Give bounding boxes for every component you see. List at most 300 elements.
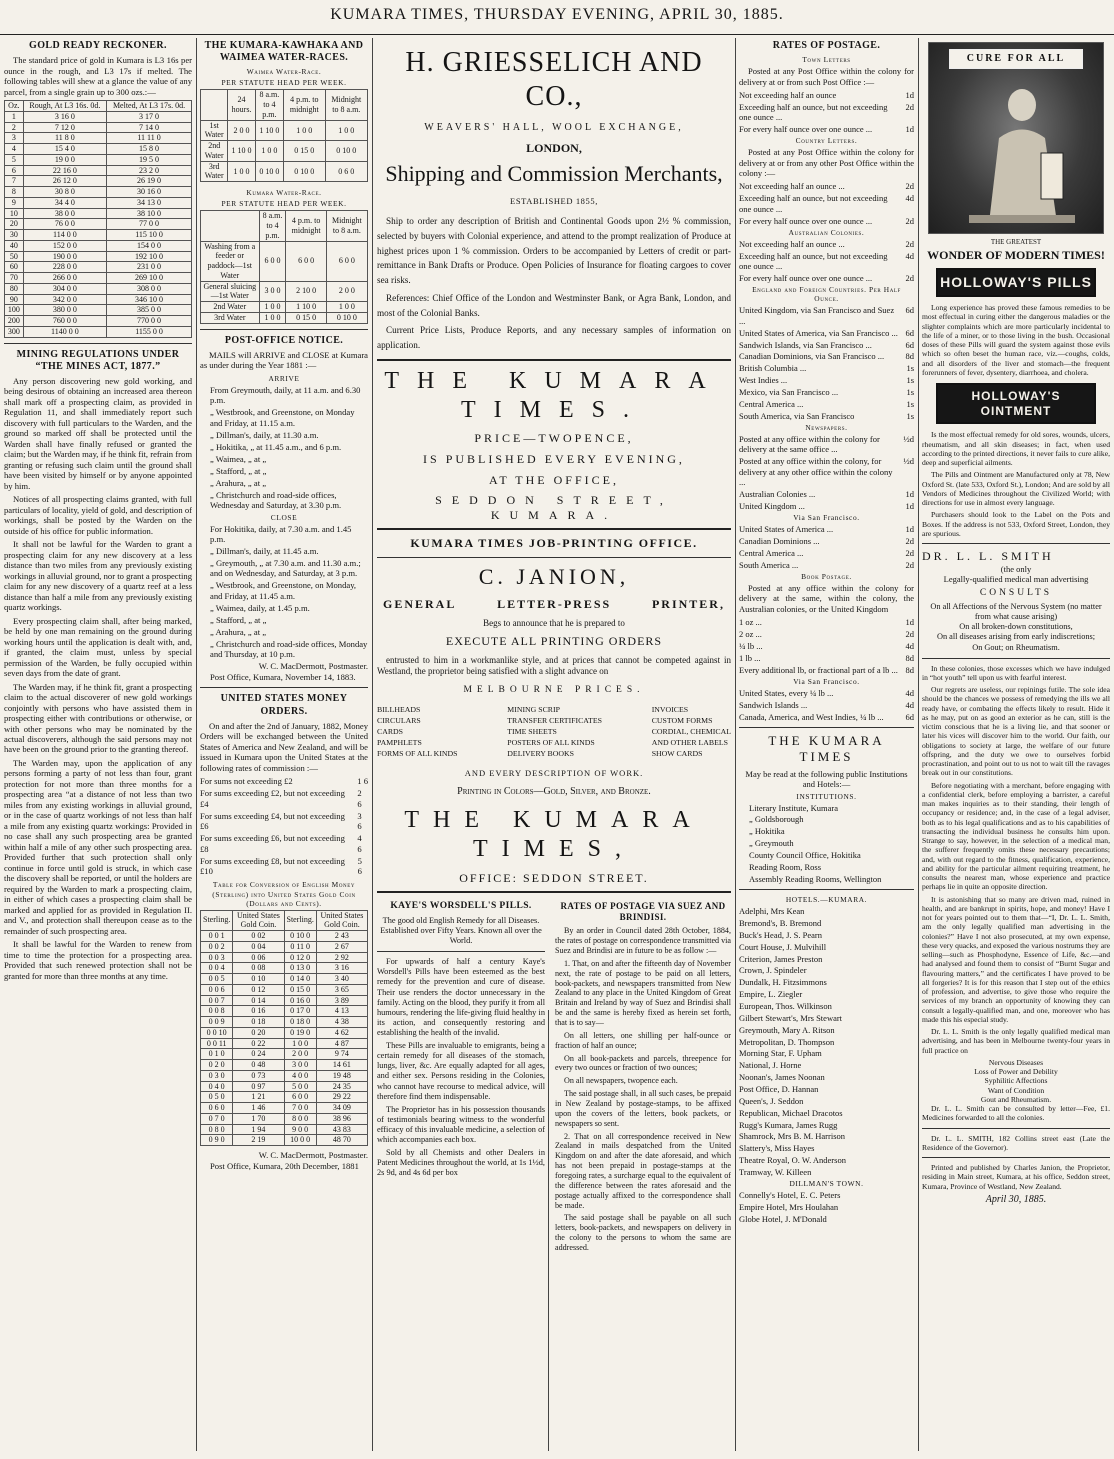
kumara-times-reading-title: THE KUMARA TIMES (768, 733, 885, 764)
postage-rate-sf2-label: Canada, America, and West Indies, ¼ lb ... (739, 711, 884, 722)
conversion-row-cell: 0 06 (233, 952, 284, 963)
gold-row-cell: 100 (5, 305, 24, 316)
hotel-item: Court House, J. Mulvihill (739, 941, 827, 952)
gold-row-cell: 152 0 0 (23, 240, 106, 251)
conv-signature: W. C. MacDermott, Postmaster. (258, 1150, 368, 1161)
column-rule (372, 38, 373, 1451)
us-rate-label: For sums exceeding £4, but not exceeding £6 (200, 810, 345, 832)
waimea-head-cell: Midnight to 8 a.m. (325, 90, 367, 120)
conversion-head-cell: Sterling. (284, 910, 316, 931)
conversion-row-cell: 24 35 (316, 1081, 367, 1092)
gold-row-cell: 19 0 0 (23, 154, 106, 165)
gold-row-cell: 308 0 0 (107, 283, 192, 294)
postage-rate-country-label: Exceeding half an ounce, but not exceeding one ounce ... (739, 193, 888, 214)
gold-row-cell: 190 0 0 (23, 251, 106, 262)
dr-only: (the only (1000, 563, 1032, 574)
waimea-row (201, 120, 368, 141)
waimea-row (201, 161, 368, 182)
gold-row-cell: 8 (5, 187, 24, 198)
conversion-row-cell: 0 22 (233, 1038, 284, 1049)
postage-rate-eng (739, 399, 914, 409)
conversion-row-cell: 0 10 0 (284, 931, 316, 942)
conversion-row-cell: 4 38 (316, 1017, 367, 1028)
janion-name: C. JANION, (478, 564, 630, 590)
postage-rate-sf (739, 560, 914, 570)
suez-title: RATES OF POSTAGE VIA SUEZ AND BRINDISI. (560, 901, 726, 923)
postage-rate-eng (739, 340, 914, 350)
arrive-list (200, 385, 368, 511)
griesselich-price-lists: Current Price Lists, Produce Reports, and any necessary samples of information on application. (377, 325, 731, 351)
sf2-heading: Via San Francisco. (793, 676, 860, 686)
us-rate-value: 2 6 (357, 788, 362, 809)
institution-item: „ Hokitika (749, 826, 785, 837)
gold-row-cell: 34 13 0 (107, 197, 192, 208)
conversion-row (201, 974, 368, 985)
gold-row (5, 262, 192, 273)
conversion-row-cell: 3 89 (316, 995, 367, 1006)
australia-heading: Australian Colonies. (788, 227, 865, 237)
gold-row-cell: 304 0 0 (23, 283, 106, 294)
gold-row-cell: 40 (5, 240, 24, 251)
masthead: KUMARA TIMES, THURSDAY EVENING, APRIL 30, 1885. (0, 6, 1114, 35)
conversion-row-cell: 0 0 2 (201, 941, 233, 952)
wonder-pre: THE GREATEST (990, 238, 1042, 246)
postage-rate-eng-value: 6d (905, 305, 914, 316)
close-item: „ Arahura, „ at „ (210, 626, 267, 637)
postage-rate-country (739, 216, 914, 226)
gold-row-cell: 30 (5, 230, 24, 241)
mining-paragraph: The Warden may, if he think fit, grant a prospecting claim to the actual discoverer of new gold workings conjointly with persons who have assisted them in prospecting either with contributions or otherwise, or with other persons who may be nominated by the actual discoverers, although the said persons may not have been on the ground prior to the granting thereof. (4, 681, 192, 755)
dr-cond-3: Syphilitic Affections (984, 1076, 1048, 1086)
kumara-race-row-cell: 1 0 0 (326, 302, 367, 313)
us-rate-value: 1 6 (357, 776, 368, 787)
conversion-row-cell: 0 6 0 (201, 1103, 233, 1114)
kumara-race-row-cell: General sluicing—1st Water (201, 281, 260, 302)
kumara-times-price: PRICE—TWOPENCE, (474, 431, 634, 446)
janion-items (377, 705, 731, 760)
conversion-row-cell: 0 73 (233, 1070, 284, 1081)
conversion-row-cell: 2 67 (316, 941, 367, 952)
institutions-heading: INSTITUTIONS. (796, 791, 857, 801)
postage-rate-news (739, 434, 914, 455)
suez-paragraph: On all newspapers, twopence each. (564, 1076, 678, 1086)
postage-rate-news-value: 1d (905, 500, 914, 511)
gold-row-cell: 1140 0 0 (23, 326, 106, 337)
postage-rate-book (739, 617, 914, 627)
ointment-body: Is the most effectual remedy for old sores, wounds, ulcers, rheumatism, and all skin diseases; in fact, when used according to the printed directions, it never fails to cure alike, deep and superficial ailments. (922, 430, 1110, 468)
conversion-title: Table for Conversion of English Money (Sterling) into United States Gold Coin (Dollars and Cents). (212, 880, 356, 908)
gold-row-cell: 269 10 0 (107, 273, 192, 284)
suez-paragraph: On all letters, one shilling per half-ounce or fraction of half an ounce; (555, 1030, 731, 1050)
kumara-race-title: Kumara Water-Race. (246, 188, 322, 198)
gold-row-cell: 26 19 0 (107, 176, 192, 187)
gold-row (5, 219, 192, 230)
hotel-item: Bremond's, B. Bremond (739, 917, 822, 928)
postage-rate-sf-value: 2d (905, 535, 914, 546)
conversion-row-cell: 0 0 9 (201, 1017, 233, 1028)
conversion-row-cell: 2 43 (316, 931, 367, 942)
postage-rate-eng-value: 1s (906, 386, 914, 397)
janion-begs: Begs to announce that he is prepared to (483, 617, 625, 628)
conversion-row (201, 984, 368, 995)
kumara-race-row-cell: 2 0 0 (326, 281, 367, 302)
institution-item: Reading Room, Ross (749, 861, 822, 872)
conversion-row (201, 963, 368, 974)
gold-row-cell: 19 5 0 (107, 154, 192, 165)
gold-row-cell: 760 0 0 (23, 316, 106, 327)
gold-row-cell: 346 10 0 (107, 294, 192, 305)
kumara-times-title: THE KUMARA TIMES. (384, 367, 724, 424)
conversion-row (201, 1027, 368, 1038)
mining-paragraph: Every prospecting claim shall, after being marked, be held by one man remaining on the ground during working hours until the application is dealt with, and, if granted, the claim must, unless by special permission of the Warden, be fully occupied within seven days from the date of grant. (4, 615, 192, 679)
water-races-title: THE KUMARA-KAWHAKA AND WAIMEA WATER-RACES. (204, 40, 364, 64)
column-medicine (922, 38, 1110, 1451)
postage-rate-book (739, 641, 914, 651)
conversion-row-cell: 0 10 (233, 974, 284, 985)
gold-row-cell: 200 (5, 316, 24, 327)
conversion-head-cell: United States Gold Coin. (316, 910, 367, 931)
gold-row-cell: 1155 0 0 (107, 326, 192, 337)
conversion-head-cell: United States Gold Coin. (233, 910, 284, 931)
holloway-illustration (928, 42, 1104, 234)
kumara-race-row (201, 241, 368, 281)
conversion-row (201, 1038, 368, 1049)
england-heading: England and Foreign Countries. Per Half Ounce. (752, 285, 901, 304)
waimea-row-cell: 1 10 0 (228, 141, 255, 162)
suez-rates (555, 899, 731, 1256)
dr-paragraph: In these colonies, those excesses which we have indulged in “hot youth” tell upon us with fearful interest. (922, 663, 1110, 682)
gold-row-cell: 80 (5, 283, 24, 294)
dillmans-heading: DILLMAN'S TOWN. (789, 1179, 864, 1189)
conversion-row-cell: 4 0 0 (284, 1070, 316, 1081)
us-rate-value: 4 6 (357, 833, 362, 854)
janion-colors: Printing in Colors—Gold, Silver, and Bronze. (457, 785, 651, 797)
conversion-row-cell: 0 0 11 (201, 1038, 233, 1049)
job-item: BILLHEADS (377, 704, 421, 714)
conversion-row (201, 1103, 368, 1114)
dr-line-2: On all broken-down constitutions, (959, 622, 1073, 632)
hotel-item: National, J. Horne (739, 1060, 802, 1071)
conversion-row-cell: 0 3 0 (201, 1070, 233, 1081)
gold-row-cell: 4 (5, 144, 24, 155)
gold-row-cell: 30 16 0 (107, 187, 192, 198)
hotel-item: Morning Star, F. Upham (739, 1048, 822, 1059)
waimea-head (201, 90, 368, 120)
gold-row-cell: 5 (5, 154, 24, 165)
conversion-row-cell: 6 0 0 (284, 1092, 316, 1103)
postage-rate-eng-label: Mexico, via San Francisco ... (739, 386, 839, 397)
conversion-row-cell: 0 04 (233, 941, 284, 952)
book-heading: Book Postage. (801, 572, 852, 582)
conversion-row (201, 1092, 368, 1103)
us-rate (200, 833, 368, 854)
kumara-race-head-cell: Midnight to 8 a.m. (326, 211, 367, 241)
kumara-race-row (201, 312, 368, 323)
gold-row-cell: 7 (5, 176, 24, 187)
postage-rate-eng-label: British Columbia ... (739, 363, 807, 374)
postage-rate-news-value: ½d (903, 456, 914, 467)
conversion-row-cell: 4 13 (316, 1006, 367, 1017)
kumara-race-row-cell: 3rd Water (201, 312, 260, 323)
hotel-item: Republican, Michael Dracotos (739, 1107, 843, 1118)
seated-figure-icon (929, 43, 1110, 233)
gold-row-cell: 50 (5, 251, 24, 262)
conversion-row (201, 1113, 368, 1124)
book-intro: Posted at any office within the colony for delivery at the same, within the colony, the Australian colonies, or the United Kingdom (739, 583, 914, 614)
arrive-item: „ Westbrook, and Greenstone, on Monday and Friday, at 11.15 a.m. (210, 407, 355, 428)
arrive-item: „ Stafford, „ at „ (210, 465, 267, 476)
postage-rate-eng-label: West Indies ... (739, 375, 788, 386)
conversion-row (201, 1017, 368, 1028)
waimea-row (201, 141, 368, 162)
kaye-title: KAYE'S WORSDELL'S PILLS. (390, 901, 532, 912)
hotel-item: Slattery's, Miss Hayes (739, 1143, 815, 1154)
dr-line-1: On all Affections of the Nervous System (no matter from what cause arising) (930, 602, 1102, 622)
hotel-item: European, Thos. Wilkinson (739, 1000, 832, 1011)
kumara-race-row-cell: 1 0 0 (259, 312, 286, 323)
conversion-row-cell: 0 12 (233, 984, 284, 995)
postage-rate-book-value: 8d (905, 664, 914, 675)
hotel-item: Rugg's Kumara, James Rugg (739, 1119, 838, 1130)
postage-rate-aus-value: 4d (905, 250, 914, 261)
conversion-row (201, 1006, 368, 1017)
waimea-row-cell: 1 0 0 (228, 161, 255, 182)
conversion-row-cell: 1 0 0 (284, 1038, 316, 1049)
dr-paragraph: Dr. L. L. Smith is the only legally qualified medical man advertising, and has been in Melbourne twenty-four years in full practice on (922, 1027, 1110, 1055)
hotel-item: Criterion, James Preston (739, 953, 823, 964)
postage-rate-country (739, 193, 914, 214)
kumara-times-office-2: OFFICE: SEDDON STREET. (459, 870, 649, 885)
hotels-heading: HOTELS.—KUMARA. (785, 895, 868, 905)
postage-rate-sf-value: 1d (905, 524, 914, 535)
gold-row-cell: 380 0 0 (23, 305, 106, 316)
postage-rate-sf-label: United States of America ... (739, 524, 834, 535)
postage-rate-aus-label: For every half ounce over one ounce ... (739, 273, 873, 284)
conversion-row-cell: 1 94 (233, 1124, 284, 1135)
waimea-title: Waimea Water-Race. (246, 67, 322, 77)
postage-rate-sf2 (739, 700, 914, 710)
job-item: TIME SHEETS (507, 726, 557, 736)
postage-rate-country-value: 2d (905, 181, 914, 192)
conversion-row-cell: 0 13 0 (284, 963, 316, 974)
gold-row (5, 197, 192, 208)
gold-intro: The standard price of gold in Kumara is L3 16s per ounce in the rough, and L3 17s if melted. The following tables will shew at a glance the value of any parcel, from a single grain up to 300 ozs.:— (4, 55, 192, 97)
postage-rate-town-label: For every half ounce over one ounce ... (739, 124, 873, 135)
gold-row (5, 316, 192, 327)
kaye-paragraph: These Pills are invaluable to emigrants, being a certain remedy for all diseases of the stomach, lungs, liver, &c. Are equally adapted for all ages, and either sex. Persons residing in the Colonies, who cannot have recourse to medical advice, will therefore find them indispensable. (377, 1041, 545, 1101)
kaye-pills-ad (377, 899, 545, 1181)
dr-cond-5: Gout and Rheumatism. (980, 1094, 1052, 1104)
postage-rate-town (739, 90, 914, 100)
gold-row-cell: 11 8 0 (23, 133, 106, 144)
bottom-split (377, 899, 731, 1256)
conversion-row-cell: 0 5 0 (201, 1092, 233, 1103)
conversion-row-cell: 0 24 (233, 1049, 284, 1060)
waimea-sub: PER STATUTE HEAD PER WEEK. (221, 78, 347, 88)
gold-row-cell: 6 (5, 165, 24, 176)
conversion-row (201, 1124, 368, 1135)
kaye-paragraph: Sold by all Chemists and other Dealers in Patent Medicines throughout the world, at 1s 1½d, 2s 9d, and 4s 6d per box (377, 1148, 545, 1178)
gold-row (5, 144, 192, 155)
conversion-row-cell: 0 12 0 (284, 952, 316, 963)
kumara-race-head-cell: 4 p.m. to midnight (286, 211, 326, 241)
job-item: AND OTHER LABELS (651, 737, 728, 747)
conversion-row-cell: 0 0 10 (201, 1027, 233, 1038)
job-item: CORDIAL, CHEMICAL (651, 726, 731, 736)
gold-row-cell: 154 0 0 (107, 240, 192, 251)
gold-row-cell: 90 (5, 294, 24, 305)
postage-rate-sf-label: Canadian Dominions ... (739, 535, 820, 546)
imprint-date: April 30, 1885. (985, 1193, 1047, 1205)
job-item: MINING SCRIP (507, 704, 560, 714)
mining-regulations (4, 376, 192, 981)
rates-title: RATES OF POSTAGE. (772, 40, 881, 51)
hotel-item: Post Office, D. Hannan (739, 1083, 819, 1094)
postage-rate-town-value: 1d (905, 124, 914, 135)
conversion-row-cell: 48 70 (316, 1135, 367, 1146)
kumara-race-sub: PER STATUTE HEAD PER WEEK. (221, 199, 347, 209)
postage-rate-book-label: 1 lb ... (739, 652, 761, 663)
waimea-row-cell: 0 10 0 (284, 161, 326, 182)
us-intro: On and after the 2nd of January, 1882, Money Orders will be exchanged between the United States of America and New Zealand, and will be issued in Kumara upon the United States at the following rates of commission :— (200, 720, 368, 773)
conversion-row-cell: 0 9 0 (201, 1135, 233, 1146)
postage-rate-book (739, 653, 914, 663)
postage-rate-news (739, 489, 914, 499)
postage-rate-country (739, 181, 914, 191)
close-item: „ Westbrook, and Greenstone, on Monday, and Friday, at 11.45 a.m. (210, 580, 357, 601)
us-rate-label: For sums exceeding £6, but not exceeding £8 (200, 833, 345, 854)
postage-rate-sf2-value: 6d (905, 711, 914, 722)
gold-row-cell: 192 10 0 (107, 251, 192, 262)
postage-rate-sf2-value: 4d (905, 699, 914, 710)
postage-rate-sf (739, 536, 914, 546)
conversion-row-cell: 0 08 (233, 963, 284, 974)
conversion-row-cell: 0 20 (233, 1027, 284, 1038)
postage-rate-aus (739, 239, 914, 249)
conversion-row-cell: 0 97 (233, 1081, 284, 1092)
dr-line-3: On all diseases arising from early indiscretions; (936, 632, 1096, 642)
hotel-item: Empire, L. Ziegler (739, 989, 803, 1000)
janion-every: AND EVERY DESCRIPTION OF WORK. (464, 767, 644, 778)
kumara-race-row-cell: 3 0 0 (259, 281, 286, 302)
gold-row-cell: 770 0 0 (107, 316, 192, 327)
country-intro: Posted at any Post Office within the colony for delivery at or from any other Post Office within the colony :— (739, 147, 914, 179)
gold-row-cell: 26 12 0 (23, 176, 106, 187)
postage-rate-eng (739, 387, 914, 397)
wonder-headline: WONDER OF MODERN TIMES! (927, 247, 1105, 262)
gold-row-cell: 115 10 0 (107, 230, 192, 241)
postage-rate-country-label: Not exceeding half an ounce ... (739, 181, 845, 192)
conversion-row-cell: 0 1 0 (201, 1049, 233, 1060)
kaye-paragraph: For upwards of half a century Kaye's Worsdell's Pills have been esteemed as the best remedy for the prevention and cure of disease. Their use renders the doctor unnecessary in the family. Acting on the blood, they purify it from all humours, rendering the life-giving fluid healthy in its action, and consequently restoring and establishing the health of the invalid. (377, 957, 545, 1037)
postage-rate-book (739, 665, 914, 675)
arrive-item: „ Dillman's, daily, at 11.30 a.m. (210, 429, 319, 440)
kumara-race-row-cell: 0 10 0 (326, 312, 367, 323)
conversion-row-cell: 0 4 0 (201, 1081, 233, 1092)
griesselich-address: WEAVERS' HALL, WOOL EXCHANGE, (424, 122, 684, 134)
kumara-race-row (201, 281, 368, 302)
conversion-row-cell: 3 16 (316, 963, 367, 974)
postage-rate-aus (739, 273, 914, 283)
gold-row-cell: 7 12 0 (23, 122, 106, 133)
conversion-row-cell: 0 16 0 (284, 995, 316, 1006)
holloways-pills-banner: HOLLOWAY'S PILLS (936, 268, 1096, 297)
holloways-ointment-banner: HOLLOWAY'S OINTMENT (936, 383, 1096, 424)
institution-item: Assembly Reading Rooms, Wellington (749, 873, 882, 884)
postage-rate-eng-value: 6d (905, 339, 914, 350)
waimea-head-cell: 24 hours. (228, 90, 255, 120)
dr-paragraph: Before negotiating with a merchant, before engaging with a confidential clerk, before employing a barrister, a careful man makes inquiries as to their standing, their length of occupancy or residence; and, in the case of a legal adviser, both as to his legal qualifications and as to his capabilities of transacting the individual business he consults him upon. Strange to say, however, in the selection of a medical man, the sufferer frequently omits these necessary precautions; and, with out regard to the fitness, qualification, experience, and ability for the particular ailment requiring treatment, he consults the nearest man, whose experience and practice perhaps lie in quite an opposite direction. (922, 780, 1110, 892)
hotel-item: Adelphi, Mrs Kean (739, 906, 805, 917)
conversion-row (201, 1070, 368, 1081)
postage-rate-sf-label: Central America ... (739, 547, 804, 558)
suez-paragraph: On all book-packets and parcels, threepence for every two ounces or fraction of two ounces; (555, 1053, 731, 1073)
postage-rate-sf-value: 2d (905, 559, 914, 570)
postage-rate-sf2 (739, 712, 914, 722)
postage-rate-news-value: 1d (905, 488, 914, 499)
janion-melbourne: MELBOURNE PRICES. (463, 685, 645, 696)
postage-rate-town (739, 124, 914, 134)
conversion-row-cell: 5 0 0 (284, 1081, 316, 1092)
conversion-row-cell: 0 0 3 (201, 952, 233, 963)
post-office-title: POST-OFFICE NOTICE. (224, 334, 344, 346)
waimea-row-cell: 1 0 0 (284, 120, 326, 141)
conversion-row-cell: 2 92 (316, 952, 367, 963)
waimea-head-cell: 4 p.m. to midnight (284, 90, 326, 120)
close-item: „ Waimea, daily, at 1.45 p.m. (210, 602, 310, 613)
dr-paragraph: It is astonishing that so many are driven mad, ruined in health, and are bankrupt in spirits, hope, and money! Have I not for years pointed out to them that—“I, Dr. L. L. Smith, am the only legally qualified man advertising in the colonies?” Have I not also prosecuted, at my own expense, these very quacks, and exposed the various nostrums they are selling—such as Phosphodyne, Essence of Life, &c.—and had analysed and found them to consist of “Burnt Sugar and flavouring matters,” and the certificates I have proved to be all forgeries? It is for this reason that I step out of the ethics of profession, and advertise, to give those who require the services of my branch an opportunity of knowing they can consult a legally-qualified man, and one, moreover who has made this his especial study. (922, 894, 1110, 1024)
gold-row-cell: 11 11 0 (107, 133, 192, 144)
gold-row-cell: 3 (5, 133, 24, 144)
conversion-row (201, 995, 368, 1006)
gold-row-cell: 76 0 0 (23, 219, 106, 230)
postage-rate-country-value: 4d (905, 193, 914, 204)
postage-rate-sf2-value: 4d (905, 688, 914, 698)
gold-row-cell: 30 8 0 (23, 187, 106, 198)
conversion-row-cell: 0 0 1 (201, 931, 233, 942)
conversion-row-cell: 29 22 (316, 1092, 367, 1103)
postage-rate-country-label: For every half ounce over one ounce ... (739, 215, 873, 226)
job-item: TRANSFER CERTIFICATES (507, 715, 602, 725)
institution-item: County Council Office, Hokitika (749, 849, 861, 860)
column-gold-reckoner (4, 38, 192, 1451)
conversion-row-cell: 0 14 0 (284, 974, 316, 985)
kumara-times-street: SEDDON STREET, KUMARA. (435, 493, 673, 522)
kumara-race-row-cell: 6 0 0 (286, 241, 326, 281)
mining-paragraph: The Warden may, upon the application of any persons forming a party of not less than four, grant protection for not more than three months for a prospecting area “at a distance of not less than two miles from any existing workings in alluvial ground, or in the case of quartz workings of not less than half a mile from any existing quartz workings: Provided in no case shall any such prospecting area be granted within half a mile of any other such prospecting area. Provided further that such protection shall only continue in force until gold is struck, in which case the discovery shall be reported, or until the holders are required by the Warden to mark a prospecting claim, in either of which cases a prospecting claim shall be marked and applied for as provided in Regulation II. and V., and protection shall thereupon cease as to the remainder of such prospecting area. (4, 757, 192, 936)
conversion-row-cell: 34 09 (316, 1103, 367, 1114)
postage-rate-book-label: 1 oz ... (739, 617, 762, 628)
conversion-row-cell: 38 96 (316, 1113, 367, 1124)
column-rule (196, 38, 197, 1451)
kumara-race-row-cell: 0 15 0 (286, 312, 326, 323)
head-melted: Melted, At L3 17s. 0d. (107, 101, 192, 112)
conversion-row-cell: 0 0 5 (201, 974, 233, 985)
pills-body: Long experience has proved these famous remedies to be most effectual in curing either the dangerous maladies or the slighter complaints which are more particularly incidental to the life of a miner, or to those living in the bush. Occasional doses of these Pills will guard the system against those evils which so often beset the human race, viz.—coughs, colds, and all disorders of the liver and stomach—the frequent forerunners of fever, dysentery, diarrhoea, and cholera. (922, 303, 1110, 377)
gold-row-cell: 60 (5, 262, 24, 273)
mining-paragraph: It shall be lawful for the Warden to renew from time to time the protection for a prospecting area. Provided that such renewed protection shall not be granted for more than three months at any time. (4, 939, 192, 981)
dr-line-4: On Gout; on Rheumatism. (972, 642, 1060, 652)
close-list (200, 524, 368, 660)
postage-rate-eng-label: South America, via San Francisco (739, 410, 855, 421)
ointment-made: The Pills and Ointment are Manufactured only at 78, New Oxford St. (late 533, Oxford St.), London; And are sold by all Vendors of Medicines throughout the Civilized World; with directions for use in almost every language. (922, 470, 1110, 508)
newspapers-heading: Newspapers. (805, 423, 848, 433)
postage-rate-book-value: 4d (905, 640, 914, 651)
job-item: POSTERS OF ALL KINDS (507, 737, 595, 747)
conversion-row-cell: 2 19 (233, 1135, 284, 1146)
postage-rate-eng-label: Sandwich Islands, via San Francisco ... (739, 339, 872, 350)
postage-rate-sf-label: South America ... (739, 559, 799, 570)
